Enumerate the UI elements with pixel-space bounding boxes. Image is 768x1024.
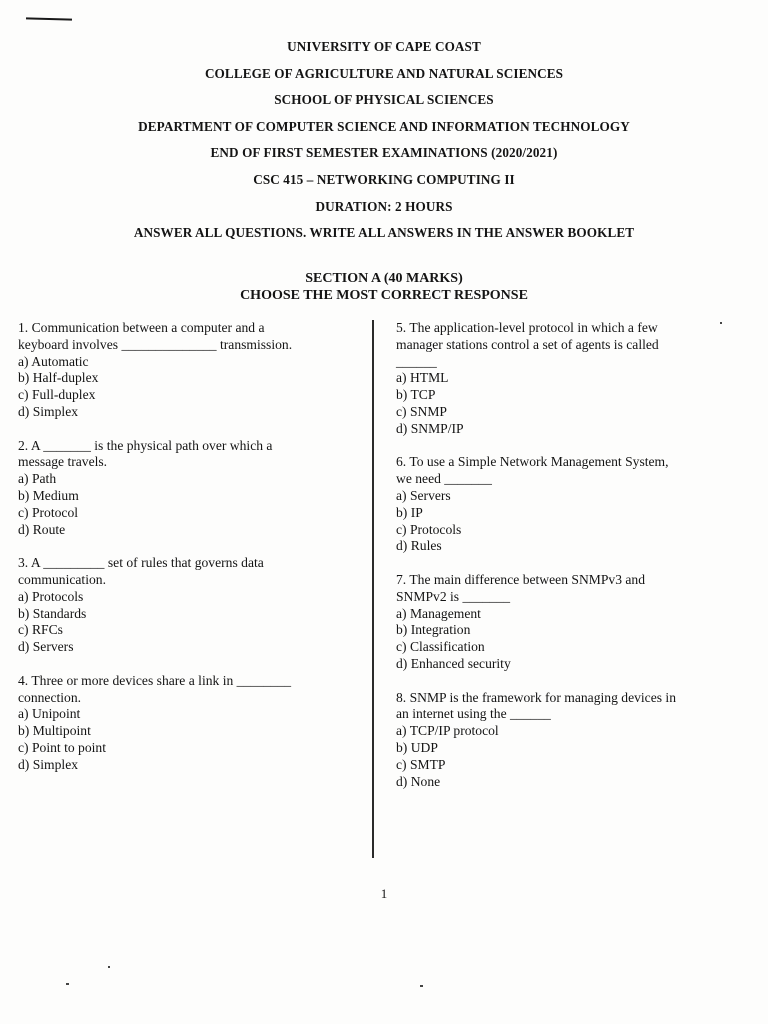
- option: b) Medium: [18, 487, 79, 503]
- scan-speck: [108, 966, 110, 968]
- question-4: [18, 673, 348, 774]
- option: d) Enhanced security: [396, 655, 511, 671]
- question-stem: 6. To use a Simple Network Management System, we need _______: [396, 454, 669, 487]
- school-name: SCHOOL OF PHYSICAL SCIENCES: [274, 92, 494, 108]
- corner-pen-mark: [26, 17, 72, 20]
- option: c) SMTP: [396, 756, 446, 772]
- section-heading: [0, 270, 768, 304]
- scan-speck: [420, 985, 423, 987]
- option: a) Protocols: [18, 588, 84, 604]
- question-8: [396, 690, 736, 791]
- exam-duration: DURATION: 2 HOURS: [315, 198, 453, 214]
- option: c) RFCs: [18, 622, 63, 638]
- page-number: 1: [380, 886, 388, 901]
- option: b) IP: [396, 504, 423, 520]
- question-3: [18, 555, 348, 656]
- option: c) Protocols: [396, 521, 462, 537]
- question-1: [18, 320, 348, 421]
- department-name: DEPARTMENT OF COMPUTER SCIENCE AND INFORMATION TECHNOLOGY: [138, 118, 630, 134]
- option: a) Management: [396, 605, 481, 621]
- question-2: [18, 438, 348, 539]
- section-instruction: CHOOSE THE MOST CORRECT RESPONSE: [240, 288, 528, 303]
- option: b) Half-duplex: [18, 370, 99, 386]
- option: c) Protocol: [18, 504, 79, 520]
- scan-speck: [720, 322, 722, 324]
- column-divider: [372, 320, 374, 858]
- option: a) HTML: [396, 370, 449, 386]
- question-stem: 1. Communication between a computer and a keyboard involves ______________ transmission.: [18, 320, 293, 352]
- question-6: [396, 454, 736, 555]
- question-stem: 3. A _________ set of rules that governs data communication.: [18, 555, 264, 587]
- option: d) Route: [18, 521, 66, 537]
- option: b) Integration: [396, 622, 471, 638]
- question-5: [396, 320, 736, 438]
- question-stem: 7. The main difference between SNMPv3 and SNMPv2 is _______: [396, 571, 646, 604]
- option: a) Automatic: [18, 353, 89, 369]
- option: b) Multipoint: [18, 723, 91, 739]
- option: c) Point to point: [18, 739, 106, 755]
- question-stem: 5. The application-level protocol in which a few manager stations control a set of agents is called ______: [396, 320, 659, 369]
- option: a) Unipoint: [18, 706, 81, 722]
- university-name: UNIVERSITY OF CAPE COAST: [287, 39, 481, 54]
- section-title: SECTION A (40 MARKS): [305, 271, 463, 286]
- questions-left-column: [18, 320, 348, 790]
- option: a) Path: [18, 471, 57, 487]
- course-title: CSC 415 – NETWORKING COMPUTING II: [253, 171, 515, 187]
- option: a) Servers: [396, 487, 451, 503]
- option: a) TCP/IP protocol: [396, 723, 499, 739]
- question-stem: 2. A _______ is the physical path over which a message travels.: [18, 437, 273, 470]
- questions-right-column: [396, 320, 736, 807]
- exam-header: [0, 38, 768, 251]
- question-stem: 8. SNMP is the framework for managing devices in an internet using the ______: [396, 689, 676, 722]
- option: d) Servers: [18, 639, 74, 655]
- option: d) None: [396, 773, 441, 789]
- exam-title: END OF FIRST SEMESTER EXAMINATIONS (2020/2021): [210, 145, 558, 161]
- question-7: [396, 572, 736, 673]
- scan-speck: [66, 983, 69, 985]
- option: b) Standards: [18, 605, 87, 621]
- option: b) UDP: [396, 739, 438, 755]
- option: c) Classification: [396, 639, 485, 655]
- college-name: COLLEGE OF AGRICULTURE AND NATURAL SCIENCES: [204, 65, 564, 81]
- option: d) Simplex: [18, 756, 79, 772]
- option: d) Simplex: [18, 403, 79, 419]
- option: c) SNMP: [396, 403, 447, 419]
- option: d) Rules: [396, 538, 442, 554]
- option: c) Full-duplex: [18, 387, 96, 403]
- exam-instructions: ANSWER ALL QUESTIONS. WRITE ALL ANSWERS IN THE ANSWER BOOKLET: [133, 225, 635, 241]
- option: b) TCP: [396, 387, 436, 403]
- option: d) SNMP/IP: [396, 420, 464, 436]
- question-stem: 4. Three or more devices share a link in ________ connection.: [18, 672, 292, 705]
